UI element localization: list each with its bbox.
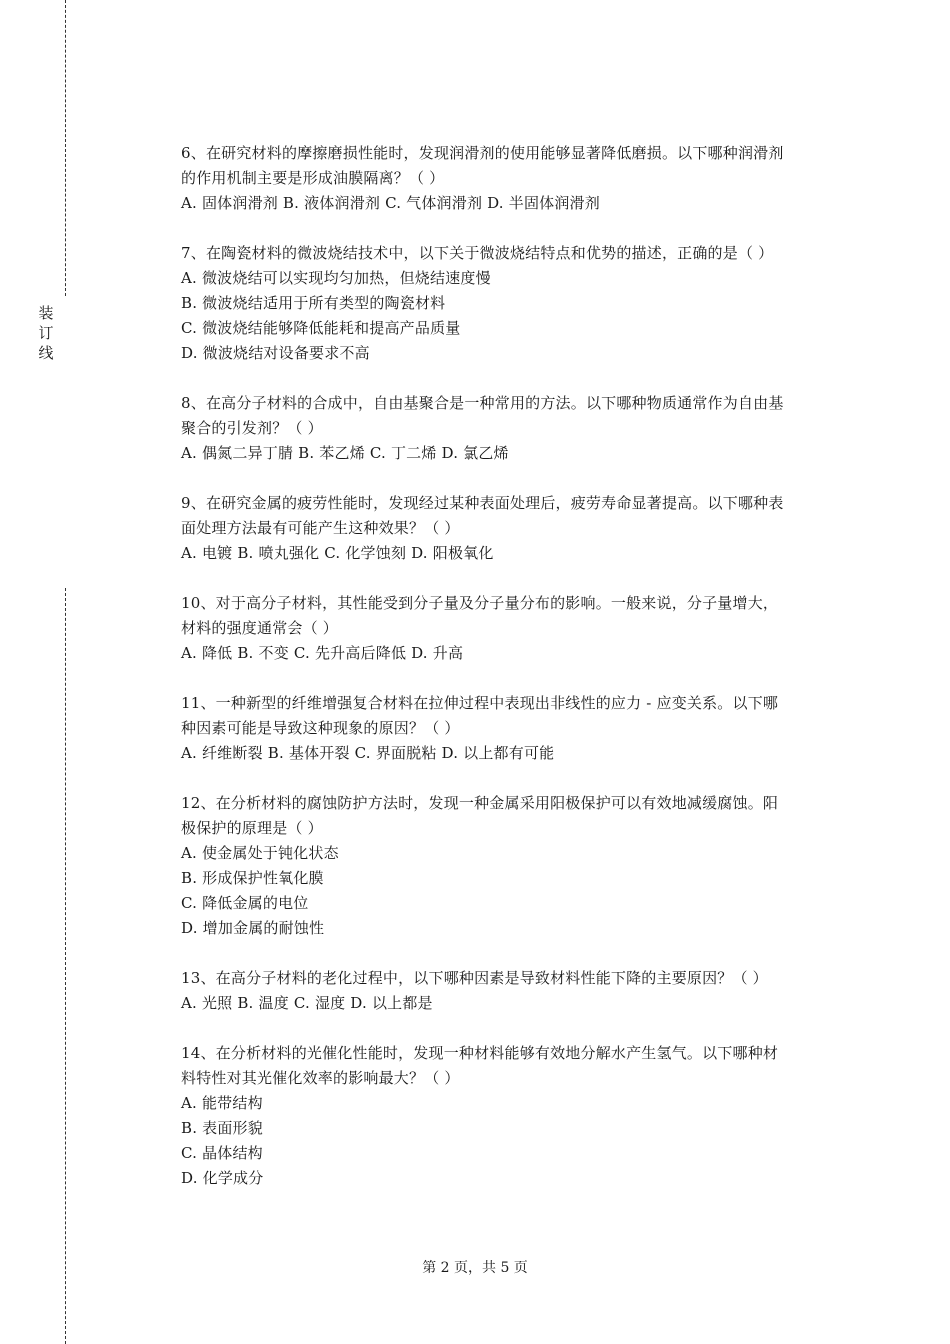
question-stem: 面处理方法最有可能产生这种效果？（ ） <box>181 519 460 537</box>
question-stem: 材料的强度通常会（ ） <box>181 619 338 637</box>
question-options: A. 电镀 B. 喷丸强化 C. 化学蚀刻 D. 阳极氧化 <box>181 544 494 562</box>
question-option: D. 化学成分 <box>181 1169 264 1187</box>
question-list <box>181 141 841 1216</box>
question-option: B. 形成保护性氧化膜 <box>181 869 324 887</box>
question-option: C. 降低金属的电位 <box>181 894 309 912</box>
question-option: C. 晶体结构 <box>181 1144 263 1162</box>
question-stem: 8、在高分子材料的合成中，自由基聚合是一种常用的方法。以下哪种物质通常作为自由基 <box>181 394 784 412</box>
binding-line-top <box>65 0 66 296</box>
question-option: A. 微波烧结可以实现均匀加热，但烧结速度慢 <box>181 269 491 287</box>
question-options: A. 降低 B. 不变 C. 先升高后降低 D. 升高 <box>181 644 464 662</box>
question-13 <box>181 966 841 1016</box>
question-11 <box>181 691 841 766</box>
question-7 <box>181 241 841 366</box>
question-stem: 11、一种新型的纤维增强复合材料在拉伸过程中表现出非线性的应力 - 应变关系。以下哪 <box>181 694 779 712</box>
question-stem: 料特性对其光催化效率的影响最大？（ ） <box>181 1069 460 1087</box>
question-stem: 6、在研究材料的摩擦磨损性能时，发现润滑剂的使用能够显著降低磨损。以下哪种润滑剂 <box>181 144 784 162</box>
question-stem: 10、对于高分子材料，其性能受到分子量及分子量分布的影响。一般来说，分子量增大， <box>181 594 779 612</box>
question-options: A. 偶氮二异丁腈 B. 苯乙烯 C. 丁二烯 D. 氯乙烯 <box>181 444 509 462</box>
question-stem: 9、在研究金属的疲劳性能时，发现经过某种表面处理后，疲劳寿命显著提高。以下哪种表 <box>181 494 784 512</box>
question-stem: 聚合的引发剂？（ ） <box>181 419 323 437</box>
page-number: 第 2 页，共 5 页 <box>422 1260 528 1276</box>
question-stem: 的作用机制主要是形成油膜隔离？（ ） <box>181 169 445 187</box>
question-options: A. 固体润滑剂 B. 液体润滑剂 C. 气体润滑剂 D. 半固体润滑剂 <box>181 194 600 212</box>
question-stem: 12、在分析材料的腐蚀防护方法时，发现一种金属采用阳极保护可以有效地减缓腐蚀。阳 <box>181 794 779 812</box>
question-stem: 极保护的原理是（ ） <box>181 819 323 837</box>
question-option: C. 微波烧结能够降低能耗和提高产品质量 <box>181 319 461 337</box>
binding-char: 线 <box>38 344 54 362</box>
question-8 <box>181 391 841 466</box>
question-option: D. 增加金属的耐蚀性 <box>181 919 325 937</box>
question-stem: 种因素可能是导致这种现象的原因？（ ） <box>181 719 460 737</box>
question-options: A. 纤维断裂 B. 基体开裂 C. 界面脱粘 D. 以上都有可能 <box>181 744 555 762</box>
binding-label <box>37 303 55 363</box>
question-options: A. 光照 B. 温度 C. 湿度 D. 以上都是 <box>181 994 433 1012</box>
question-stem: 13、在高分子材料的老化过程中，以下哪种因素是导致材料性能下降的主要原因？（ ） <box>181 969 768 987</box>
question-option: A. 能带结构 <box>181 1094 263 1112</box>
question-option: B. 表面形貌 <box>181 1119 263 1137</box>
binding-line-bottom <box>65 588 66 1344</box>
question-9 <box>181 491 841 566</box>
binding-char: 订 <box>38 324 54 342</box>
question-14 <box>181 1041 841 1191</box>
question-option: D. 微波烧结对设备要求不高 <box>181 344 370 362</box>
question-12 <box>181 791 841 941</box>
question-6 <box>181 141 841 216</box>
question-option: B. 微波烧结适用于所有类型的陶瓷材料 <box>181 294 446 312</box>
question-option: A. 使金属处于钝化状态 <box>181 844 339 862</box>
question-stem: 7、在陶瓷材料的微波烧结技术中，以下关于微波烧结特点和优势的描述，正确的是（ ） <box>181 244 774 262</box>
question-10 <box>181 591 841 666</box>
question-stem: 14、在分析材料的光催化性能时，发现一种材料能够有效地分解水产生氢气。以下哪种材 <box>181 1044 779 1062</box>
binding-char: 装 <box>38 304 54 322</box>
